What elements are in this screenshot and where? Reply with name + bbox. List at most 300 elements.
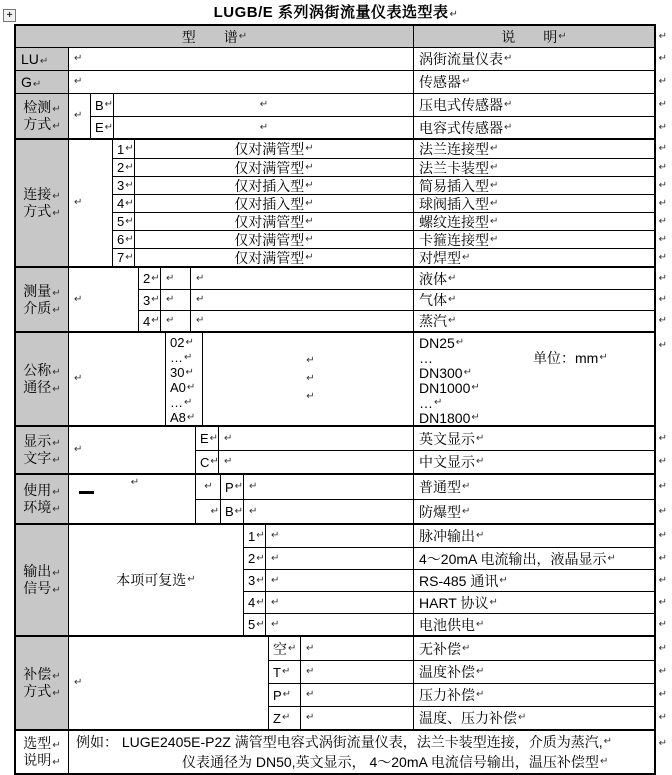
paragraph-mark: ↵ [305, 197, 314, 209]
lu-desc-text: 涡街流量仪表 [419, 51, 503, 67]
paragraph-mark: ↵ [249, 481, 258, 492]
paragraph-mark: ↵ [52, 384, 61, 395]
table-row [269, 706, 667, 729]
code-lu [16, 48, 69, 70]
detect-desc [414, 117, 667, 138]
connect-code-cell [113, 177, 135, 194]
paragraph-mark: ↵ [151, 272, 160, 284]
paragraph-mark: ↵ [455, 336, 465, 348]
medium-spacer-cell [161, 311, 191, 331]
paragraph-mark: ↵ [499, 574, 508, 586]
desc-text: 温度、压力补偿 [419, 710, 517, 726]
output-code-cell [244, 614, 266, 635]
code-text: 2 [117, 160, 125, 175]
desc-text: 普通型 [419, 479, 461, 495]
label-line: 文字 [23, 450, 52, 466]
display-spacer-cell [219, 427, 414, 450]
label-output-signal [16, 525, 69, 635]
title-text: LUGB/E 系列涡街流量仪表选型表 [213, 4, 449, 21]
code-text: 1 [248, 528, 256, 544]
paragraph-mark: ↵ [476, 530, 485, 541]
label-line: 使用 [23, 482, 52, 498]
end-of-row-mark: ↵ [658, 30, 667, 42]
environment-desc [414, 500, 667, 523]
band-output-signal [16, 523, 667, 635]
band-detect-method [16, 93, 667, 138]
paragraph-mark: ↵ [271, 574, 280, 586]
medium-spacer-cell [69, 268, 139, 331]
band-environment [16, 473, 667, 523]
paragraph-mark: ↵ [125, 215, 134, 227]
table-row [113, 230, 667, 248]
paragraph-mark: ↵ [74, 110, 83, 121]
end-of-row-mark: ↵ [658, 251, 667, 263]
table-row [269, 683, 667, 706]
output-desc [414, 614, 667, 635]
paragraph-mark: ↵ [184, 351, 193, 363]
end-of-row-mark: ↵ [658, 215, 667, 227]
paragraph-mark: ↵ [196, 315, 205, 326]
end-of-row-mark: ↵ [658, 738, 667, 749]
table-row [244, 591, 667, 613]
header-desc-label: 说 明 [501, 28, 558, 45]
paragraph-mark: ↵ [476, 456, 485, 467]
desc-text: 简易插入型 [419, 177, 489, 194]
code-text: 3 [248, 573, 256, 588]
paragraph-mark: ↵ [52, 568, 61, 579]
detect-spacer-cell [114, 117, 414, 138]
selection-table [14, 24, 667, 775]
connect-desc [414, 140, 667, 158]
code-text: 7 [117, 250, 125, 265]
paragraph-mark: ↵ [256, 552, 265, 564]
paragraph-mark: ↵ [282, 689, 292, 700]
table-row [244, 613, 667, 635]
paragraph-mark: ↵ [489, 596, 498, 608]
connect-code-cell [113, 140, 135, 158]
end-of-row-mark: ↵ [658, 666, 667, 677]
end-of-row-mark: ↵ [658, 143, 667, 154]
paragraph-mark: ↵ [125, 161, 134, 173]
compensation-spacer-cell [301, 684, 414, 706]
connect-note-cell [135, 195, 414, 212]
desc-text: 英文显示 [419, 430, 475, 447]
paragraph-mark: ↵ [434, 396, 443, 408]
paragraph-mark: ↵ [476, 689, 485, 700]
paragraph-mark: ↵ [74, 53, 83, 64]
paragraph-mark: ↵ [52, 688, 61, 699]
end-of-row-mark: ↵ [658, 712, 667, 723]
table-row [244, 569, 667, 591]
example-line-2: 仪表通径为 DN50,英文显示， 4～20mA 电流信号输出，温压补偿型 [182, 754, 599, 770]
paragraph-mark: ↵ [74, 197, 83, 208]
end-of-row-mark: ↵ [658, 121, 667, 133]
label-line: 介质 [23, 299, 52, 316]
paragraph-mark: ↵ [256, 596, 265, 608]
paragraph-mark: ↵ [305, 161, 314, 173]
label-line: 公称 [23, 362, 52, 378]
output-desc [414, 592, 667, 613]
desc-text: 无补偿 [419, 640, 461, 657]
output-note-text: 本项可复选 [116, 572, 187, 588]
code-text: 02 [170, 335, 185, 350]
display-desc [414, 427, 667, 450]
medium-code-cell [139, 268, 161, 289]
paragraph-mark: ↵ [166, 294, 175, 305]
document-title [0, 1, 672, 22]
connect-code-cell [113, 159, 135, 176]
table-row [113, 158, 667, 176]
display-code-cell [196, 451, 219, 473]
environment-spacer-cell [69, 475, 196, 523]
code-text: 3 [143, 292, 151, 308]
label-line: 环境 [23, 499, 52, 515]
paragraph-mark: ↵ [151, 315, 160, 326]
output-spacer-cell [266, 592, 414, 613]
paragraph-mark: ↵ [490, 197, 499, 209]
paragraph-mark: ↵ [306, 689, 315, 700]
code-text: P [273, 687, 282, 703]
paragraph-mark: ↵ [74, 444, 83, 455]
output-note-cell [69, 525, 244, 635]
display-rows [196, 427, 667, 473]
paragraph-mark: ↵ [74, 373, 83, 384]
detect-code-cell [91, 94, 114, 116]
label-line: 检测 [23, 99, 52, 115]
table-row [113, 140, 667, 158]
paragraph-mark: ↵ [603, 736, 613, 747]
table-row [139, 310, 667, 331]
paragraph-mark: ↵ [238, 30, 248, 42]
output-spacer-cell [266, 548, 414, 569]
code-text: B [225, 504, 234, 519]
paragraph-mark: ↵ [448, 315, 457, 326]
band-selection-note [16, 729, 667, 773]
paragraph-mark: ↵ [186, 411, 196, 423]
compensation-spacer-cell [69, 637, 269, 729]
end-of-row-mark: ↵ [658, 642, 667, 654]
paragraph-mark: ↵ [52, 121, 61, 132]
desc-text: 液体 [419, 270, 447, 287]
paragraph-mark: ↵ [52, 191, 61, 202]
paragraph-mark: ↵ [52, 757, 61, 768]
code-text: 1 [117, 141, 125, 157]
display-spacer-cell [219, 451, 414, 473]
medium-spacer-cell [161, 290, 191, 310]
diameter-spacer-cell [203, 333, 414, 425]
connect-desc [414, 231, 667, 248]
connect-code-cell [113, 231, 135, 248]
environment-code-cell [221, 500, 244, 523]
paragraph-mark: ↵ [490, 161, 499, 173]
connect-rows [113, 140, 667, 266]
label-detect-method [16, 94, 69, 138]
table-row [91, 94, 667, 116]
code-lu-text: LU [21, 50, 39, 67]
paragraph-mark: ↵ [306, 373, 315, 384]
paragraph-mark: ↵ [52, 487, 61, 498]
output-spacer-cell [266, 614, 414, 635]
label-display-language [16, 427, 69, 473]
paragraph-mark: ↵ [187, 574, 196, 585]
paragraph-mark: ↵ [52, 438, 61, 449]
label-line: 连接 [23, 186, 52, 202]
diameter-spacer-cell [69, 333, 166, 425]
desc-text: 球阀插入型 [419, 195, 489, 212]
paragraph-mark: ↵ [306, 712, 315, 723]
paragraph-mark: ↵ [224, 456, 233, 467]
end-of-row-mark: ↵ [658, 161, 667, 173]
paragraph-mark: ↵ [518, 712, 527, 723]
medium-code-cell [139, 311, 161, 331]
paragraph-mark: ↵ [52, 104, 61, 115]
label-line: 测量 [23, 282, 52, 299]
label-compensation [16, 637, 69, 729]
end-of-row-mark: ↵ [658, 456, 667, 467]
paragraph-mark: ↵ [74, 677, 83, 688]
paragraph-mark: ↵ [306, 355, 315, 366]
band-nominal-diameter [16, 331, 667, 426]
code-g [16, 71, 69, 93]
diameter-code-cell [166, 333, 203, 425]
paragraph-mark: ↵ [210, 505, 219, 517]
paragraph-mark: ↵ [599, 756, 609, 767]
code-text: 5 [248, 617, 256, 632]
paragraph-mark: ↵ [281, 712, 291, 723]
label-line: 信号 [23, 580, 52, 596]
paragraph-mark: ↵ [271, 552, 280, 564]
medium-spacer-cell [191, 268, 414, 289]
desc-text: 4～20mA 电流输出，液晶显示 [419, 550, 607, 567]
end-of-row-mark: ↵ [658, 574, 667, 586]
medium-spacer-cell [161, 268, 191, 289]
desc-text: 蒸汽 [419, 313, 447, 329]
diameter-desc [414, 333, 667, 426]
label-line: 方式 [23, 203, 52, 219]
end-of-row-mark: ↵ [658, 689, 667, 700]
code-text: T [273, 664, 281, 680]
paragraph-mark: ↵ [52, 585, 61, 596]
output-spacer-cell [266, 525, 414, 547]
table-row [196, 427, 667, 450]
paragraph-mark: ↵ [504, 53, 513, 64]
label-medium [16, 268, 69, 331]
paragraph-mark: ↵ [449, 9, 459, 20]
desc-text: 电容式传感器 [419, 119, 503, 136]
paragraph-mark: ↵ [125, 233, 134, 245]
table-row [269, 660, 667, 683]
band-connect-method [16, 138, 667, 266]
band-medium [16, 266, 667, 331]
label-line: 补偿 [23, 666, 52, 682]
lu-spacer-cell [69, 48, 414, 70]
label-line: 说明 [23, 752, 52, 768]
paragraph-mark: ↵ [259, 121, 269, 133]
paragraph-mark: ↵ [52, 304, 61, 316]
medium-spacer-cell [191, 311, 414, 331]
compensation-spacer-cell [301, 707, 414, 729]
paragraph-mark: ↵ [256, 618, 265, 630]
paragraph-mark: ↵ [52, 208, 61, 219]
table-row [244, 525, 667, 547]
code-text: E [95, 120, 104, 135]
paragraph-mark: ↵ [504, 121, 513, 133]
compensation-spacer-cell [301, 661, 414, 683]
compensation-code-cell [269, 661, 301, 683]
table-row [196, 450, 667, 473]
header-description [414, 26, 667, 47]
code-text: 2 [248, 551, 256, 566]
output-spacer-cell [266, 570, 414, 591]
output-desc [414, 570, 667, 591]
paragraph-mark: ↵ [476, 432, 485, 444]
paragraph-mark: ↵ [471, 381, 480, 393]
connect-code-cell [113, 195, 135, 212]
desc-text: RS-485 通讯 [419, 572, 499, 589]
connect-note-cell [135, 140, 414, 158]
table-row [113, 248, 667, 266]
paragraph-mark: ↵ [305, 215, 314, 227]
detect-spacer-cell [69, 94, 91, 138]
connect-note-cell [135, 159, 414, 176]
paragraph-mark: ↵ [125, 179, 134, 191]
paragraph-mark: ↵ [305, 143, 314, 154]
paragraph-mark: ↵ [125, 143, 134, 154]
band-compensation [16, 635, 667, 729]
band-lu [16, 47, 667, 70]
desc-text: 防爆型 [419, 503, 461, 520]
paragraph-mark: ↵ [271, 596, 280, 608]
end-of-row-mark: ↵ [658, 294, 667, 305]
connect-note-cell [135, 231, 414, 248]
code-text: … [170, 350, 183, 365]
label-environment [16, 475, 69, 523]
environment-desc [414, 475, 667, 499]
connect-desc [414, 195, 667, 212]
compensation-desc [414, 661, 667, 683]
paragraph-mark: ↵ [234, 505, 244, 517]
paragraph-mark: ↵ [476, 666, 485, 677]
desc-text: DN1000 [419, 379, 471, 396]
paragraph-mark: ↵ [607, 552, 616, 564]
output-code-cell [244, 592, 266, 613]
end-of-row-mark: ↵ [658, 530, 667, 541]
label-selection-note [16, 731, 69, 773]
paragraph-mark: ↵ [224, 432, 233, 444]
environment-code-cell [221, 475, 244, 499]
paragraph-mark: ↵ [462, 505, 471, 517]
desc-text: … [419, 349, 433, 366]
desc-text: DN1800 [419, 409, 471, 426]
compensation-desc [414, 684, 667, 706]
code-text: 4 [117, 196, 125, 211]
desc-text: 法兰连接型 [419, 141, 489, 157]
code-text: A8 [170, 410, 186, 425]
end-of-row-mark: ↵ [658, 99, 667, 110]
band-g [16, 70, 667, 93]
paragraph-mark: ↵ [448, 294, 457, 305]
table-move-handle-icon[interactable]: + [3, 9, 16, 22]
band-header [16, 26, 667, 47]
end-of-row-mark: ↵ [658, 315, 667, 326]
desc-text: DN25 [419, 334, 455, 351]
compensation-code-cell [269, 637, 301, 660]
paragraph-mark: ↵ [558, 30, 567, 42]
paragraph-mark: ↵ [184, 396, 193, 408]
paragraph-mark: ↵ [281, 666, 291, 677]
detect-rows [91, 94, 667, 138]
end-of-row-mark: ↵ [658, 505, 667, 517]
label-line: 通径 [23, 379, 52, 395]
paragraph-mark: ↵ [490, 215, 499, 227]
header-type-label: 型 谱 [181, 28, 238, 45]
paragraph-mark: ↵ [52, 287, 61, 299]
paragraph-mark: ↵ [104, 121, 114, 133]
output-code-cell [244, 525, 266, 547]
code-text: 4 [248, 595, 256, 610]
connect-code-cell [113, 213, 135, 230]
desc-text: HART 协议 [419, 594, 489, 611]
desc-text: 温度补偿 [419, 664, 475, 680]
connect-desc [414, 159, 667, 176]
connect-note-cell [135, 249, 414, 266]
table-row [139, 268, 667, 289]
paragraph-mark: ↵ [305, 233, 314, 245]
code-text: P [225, 479, 234, 495]
code-text: Z [273, 710, 281, 726]
desc-text: 电池供电 [419, 616, 475, 633]
desc-text: DN300 [419, 364, 463, 381]
table-row [139, 289, 667, 310]
medium-desc [414, 311, 667, 331]
output-desc [414, 525, 667, 547]
table-row [113, 212, 667, 230]
desc-text: 中文显示 [419, 454, 475, 470]
paragraph-mark: ↵ [52, 455, 61, 466]
end-of-row-mark: ↵ [658, 596, 667, 608]
code-text: 2 [143, 271, 151, 286]
unit-note: 单位：mm [533, 349, 599, 366]
end-of-row-mark: ↵ [658, 53, 667, 64]
table-row [269, 637, 667, 660]
end-of-row-mark: ↵ [658, 481, 667, 492]
label-line: 输出 [23, 563, 52, 579]
label-line: 方式 [23, 683, 52, 699]
environment-rows [196, 475, 667, 523]
paragraph-mark: ↵ [448, 272, 457, 284]
paragraph-mark: ↵ [490, 233, 499, 245]
paragraph-mark: ↵ [210, 456, 219, 467]
dash-mark [79, 491, 94, 494]
paragraph-mark: ↵ [599, 351, 608, 363]
end-of-row-mark: ↵ [658, 179, 667, 191]
detect-spacer-cell [114, 94, 414, 116]
paragraph-mark: ↵ [462, 251, 471, 263]
table-row [196, 475, 667, 499]
code-text: B [95, 97, 104, 113]
end-of-row-mark: ↵ [658, 618, 667, 630]
medium-code-cell [139, 290, 161, 310]
paragraph-mark: ↵ [234, 481, 244, 492]
code-text: A0 [170, 380, 186, 395]
paragraph-mark: ↵ [130, 477, 140, 488]
note-text: 仅对插入型 [234, 195, 305, 212]
desc-text: 卡箍连接型 [419, 231, 489, 248]
medium-rows [139, 268, 667, 331]
g-desc [414, 71, 667, 93]
medium-spacer-cell [191, 290, 414, 310]
table-row [244, 547, 667, 569]
